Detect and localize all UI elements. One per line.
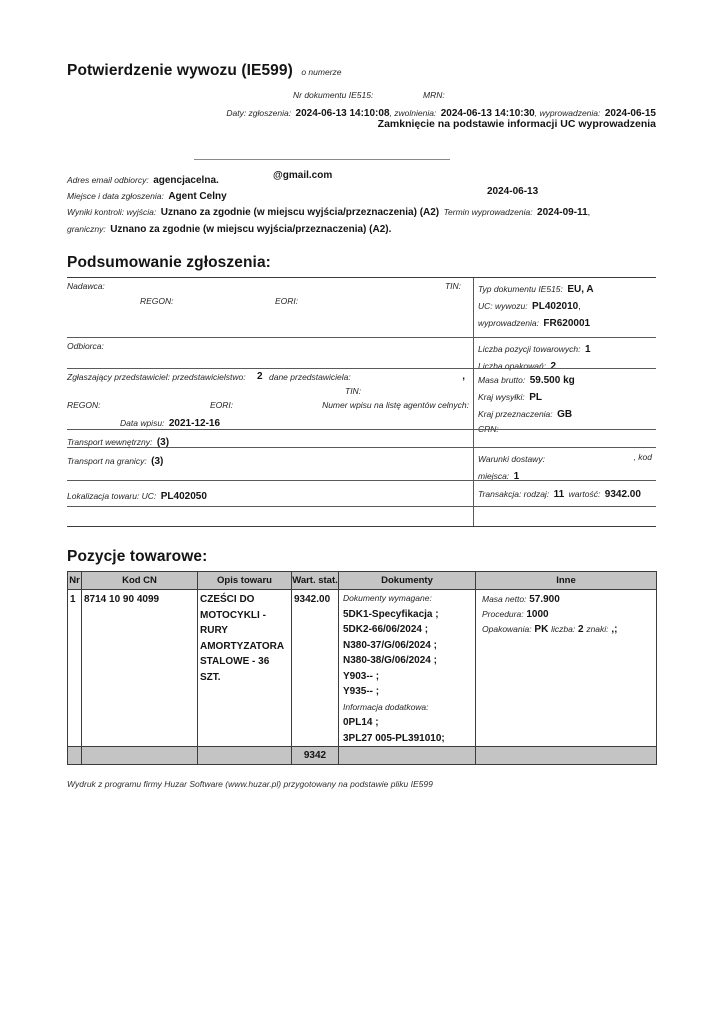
numer-wpisu-label: Numer wpisu na listę agentów celnych: — [322, 400, 469, 410]
cell-masy — [473, 369, 656, 434]
date-wyprowadzenia: 2024-06-15 — [604, 108, 656, 119]
term-suffix: , — [587, 207, 591, 217]
cell-zglaszajacy — [67, 369, 473, 429]
transport-granica-label: Transport na granicy: — [67, 456, 147, 466]
total-empty-opis — [198, 747, 292, 765]
document-page — [67, 0, 656, 1024]
eori-label: EORI: — [275, 296, 299, 306]
col-header-kod-cn: Kod CN — [82, 572, 198, 590]
cell-transakcja — [473, 481, 656, 506]
nadawca-label: Nadawca: — [67, 281, 105, 291]
cell-empty-1 — [473, 430, 656, 447]
dokument-line: 5DK2-66/06/2024 ; — [343, 624, 429, 635]
summary-table — [67, 277, 656, 527]
masa-netto-label: Masa netto: — [482, 594, 527, 604]
odbiorca-label: Odbiorca: — [67, 341, 104, 351]
document-number-row — [67, 90, 656, 102]
uc-wywozu-value: PL402010 — [532, 301, 579, 312]
declaration-date: 2024-06-13 — [487, 186, 539, 197]
dokument-line: N380-38/G/06/2024 ; — [343, 655, 437, 666]
row-zglaszajacy — [67, 368, 656, 434]
uc-wywozu-suffix: , — [578, 301, 581, 311]
dates-prefix-label: Daty: zgłoszenia: — [226, 108, 292, 118]
kraj-przeznaczenia-value: GB — [557, 409, 573, 420]
kraj-wysylki-label: Kraj wysyłki: — [478, 392, 525, 402]
items-heading: Pozycje towarowe: — [67, 548, 208, 565]
cell-warunki-dostawy — [473, 448, 656, 480]
uc-wywozu-label: UC: wywozu: — [478, 301, 528, 311]
dokument-line: Y935-- ; — [343, 686, 380, 697]
przedstawicielstwo-value: 2 — [257, 371, 263, 382]
ie515-number-label: Nr dokumentu IE515: — [293, 90, 374, 100]
transport-wewnetrzny-value: (3) — [156, 437, 170, 448]
liczba-label: liczba: — [551, 624, 576, 634]
liczba-pozycji-value: 1 — [584, 344, 591, 355]
control-results-row — [67, 202, 656, 220]
transakcja-label: Transakcja: rodzaj: — [478, 489, 550, 499]
dokument-line: 3PL27 005-PL391010; — [343, 732, 445, 744]
col-header-opis: Opis towaru — [198, 572, 292, 590]
summary-heading: Podsumowanie zgłoszenia: — [67, 254, 271, 271]
page-title: Potwierdzenie wywozu (IE599) — [67, 62, 293, 79]
kraj-wysylki-value: PL — [529, 392, 542, 403]
place-label: Miejsce i data zgłoszenia: — [67, 191, 164, 201]
regon-label: REGON: — [140, 296, 174, 306]
masa-netto-value: 57.900 — [529, 594, 560, 605]
typ-dokumentu-label: Typ dokumentu IE515: — [478, 284, 563, 294]
warunki-kod-suffix: , kod — [633, 452, 652, 462]
lokalizacja-value: PL402050 — [160, 491, 207, 502]
results-label: Wyniki kontroli: wyjścia: — [67, 207, 157, 217]
row-transport-wewnetrzny — [67, 429, 656, 447]
border-value: Uznano za zgodnie (w miejscu wyjścia/przeznaczenia) (A2). — [110, 224, 392, 235]
zglaszajacy-label: Zgłaszający przedstawiciel: przedstawicielstwo: — [67, 372, 246, 382]
transport-granica-value: (3) — [151, 456, 164, 467]
miejsca-label: miejsca: — [478, 471, 510, 481]
liczba-pozycji-label: Liczba pozycji towarowych: — [478, 344, 581, 354]
data-wpisu-value: 2021-12-16 — [168, 418, 221, 429]
cell-lokalizacja — [67, 481, 473, 506]
items-total-row — [68, 747, 657, 765]
dokumenty-wymagane-label: Dokumenty wymagane: — [343, 593, 432, 603]
email-value: agencjacelna. — [153, 175, 219, 186]
znaki-value: ,; — [611, 624, 618, 635]
col-header-dokumenty: Dokumenty — [339, 572, 476, 590]
kraj-przeznaczenia-label: Kraj przeznaczenia: — [478, 409, 553, 419]
zglaszajacy-tin-label: TIN: — [345, 386, 362, 396]
total-empty-nr — [68, 747, 82, 765]
row-empty — [67, 506, 656, 526]
liczba-opakowan-value: 2 — [550, 361, 557, 372]
items-header-row — [68, 572, 657, 590]
total-wart-stat: 9342 — [292, 747, 339, 765]
dokument-line: 0PL14 ; — [343, 717, 379, 728]
total-empty-kod — [82, 747, 198, 765]
dane-przedstawiciela-suffix: , — [462, 371, 465, 382]
wartosc-value: 9342.00 — [604, 489, 641, 500]
place-value: Agent Celny — [168, 191, 227, 202]
item-row — [68, 590, 657, 747]
wyprowadzenia-uc-label: wyprowadzenia: — [478, 318, 539, 328]
cell-empty-right — [473, 507, 656, 526]
procedura-label: Procedura: — [482, 609, 524, 619]
miejsca-value: 1 — [513, 471, 520, 482]
informacja-dodatkowa-label: Informacja dodatkowa: — [343, 701, 429, 712]
total-empty-dok — [339, 747, 476, 765]
email-domain: @gmail.com — [273, 170, 333, 181]
items-table — [67, 571, 657, 765]
zwolnienia-label: , zwolnienia: — [389, 108, 437, 118]
row-nadawca — [67, 278, 656, 337]
dokument-line: 5DK1-Specyfikacja ; — [343, 608, 439, 620]
wyprowadzenia-uc-value: FR620001 — [543, 318, 591, 329]
col-header-nr: Nr — [68, 572, 82, 590]
wartosc-label: wartość: — [568, 489, 601, 499]
item-wart-stat: 9342.00 — [292, 590, 339, 747]
term-label: Termin wyprowadzenia: — [443, 207, 533, 217]
item-kod-cn: 8714 10 90 4099 — [82, 590, 198, 747]
row-odbiorca — [67, 337, 656, 372]
col-header-wart-stat: Wart. stat. — [292, 572, 339, 590]
wyprowadzenia-label: , wyprowadzenia: — [534, 108, 601, 118]
border-label: graniczny: — [67, 224, 106, 234]
cell-odbiorca — [67, 338, 473, 368]
separator-line — [194, 159, 450, 160]
border-control-row — [67, 219, 656, 237]
procedura-value: 1000 — [526, 609, 549, 620]
cell-liczby — [473, 338, 656, 372]
cell-nadawca — [67, 278, 473, 337]
data-wpisu-label: Data wpisu: — [120, 418, 165, 428]
dane-przedstawiciela-label: dane przedstawiciela: — [269, 372, 351, 382]
tin-label: TIN: — [444, 281, 461, 291]
row-transport-granica — [67, 447, 656, 480]
masa-brutto-label: Masa brutto: — [478, 375, 526, 385]
col-header-inne: Inne — [476, 572, 657, 590]
item-inne — [476, 590, 657, 747]
typ-dokumentu-value: EU, A — [567, 284, 594, 295]
results-value: Uznano za zgodnie (w miejscu wyjścia/przeznaczenia) (A2) — [160, 207, 440, 218]
dokument-line: Y903-- ; — [343, 670, 380, 682]
crn-label: CRN: — [478, 424, 499, 434]
lokalizacja-label: Lokalizacja towaru: UC: — [67, 491, 157, 501]
dokument-line: N380-37/G/06/2024 ; — [343, 639, 437, 651]
item-dokumenty — [339, 590, 476, 747]
cell-transport-granica — [67, 448, 473, 480]
zglaszajacy-eori-label: EORI: — [210, 400, 234, 410]
transport-wewnetrzny-label: Transport wewnętrzny: — [67, 437, 153, 447]
cell-transport-wewnetrzny — [67, 430, 473, 447]
title-row — [67, 62, 342, 80]
title-suffix: o numerze — [301, 67, 342, 77]
opakowania-label: Opakowania: — [482, 624, 532, 634]
transakcja-rodzaj-value: 11 — [553, 489, 565, 500]
item-opis: CZEŚCI DO MOTOCYKLI - RURY AMORTYZATORA STALOWE - 36 SZT. — [198, 590, 292, 747]
row-lokalizacja — [67, 480, 656, 506]
date-zgloszenia: 2024-06-13 14:10:08 — [295, 108, 390, 119]
cell-typ-dokumentu — [473, 278, 656, 337]
zglaszajacy-regon-label: REGON: — [67, 400, 101, 410]
footer-note: Wydruk z programu firmy Huzar Software (www.huzar.pl) przygotowany na podstawie pliku IE599 — [67, 779, 433, 789]
term-value: 2024-09-11 — [537, 207, 588, 218]
znaki-label: znaki: — [586, 624, 609, 634]
opakowania-value: PK — [534, 624, 549, 635]
item-nr: 1 — [68, 590, 82, 747]
closure-statement: Zamknięcie na podstawie informacji UC wyprowadzenia — [377, 118, 656, 130]
mrn-label: MRN: — [423, 90, 445, 100]
total-empty-inne — [476, 747, 657, 765]
masa-brutto-value: 59.500 kg — [529, 375, 575, 386]
liczba-value: 2 — [577, 624, 584, 635]
cell-empty-left — [67, 507, 473, 526]
email-label: Adres email odbiorcy: — [67, 175, 149, 185]
warunki-dostawy-label: Warunki dostawy: — [478, 454, 545, 464]
liczba-opakowan-label: Liczba opakowań: — [478, 361, 547, 371]
date-zwolnienia: 2024-06-13 14:10:30 — [440, 108, 535, 119]
